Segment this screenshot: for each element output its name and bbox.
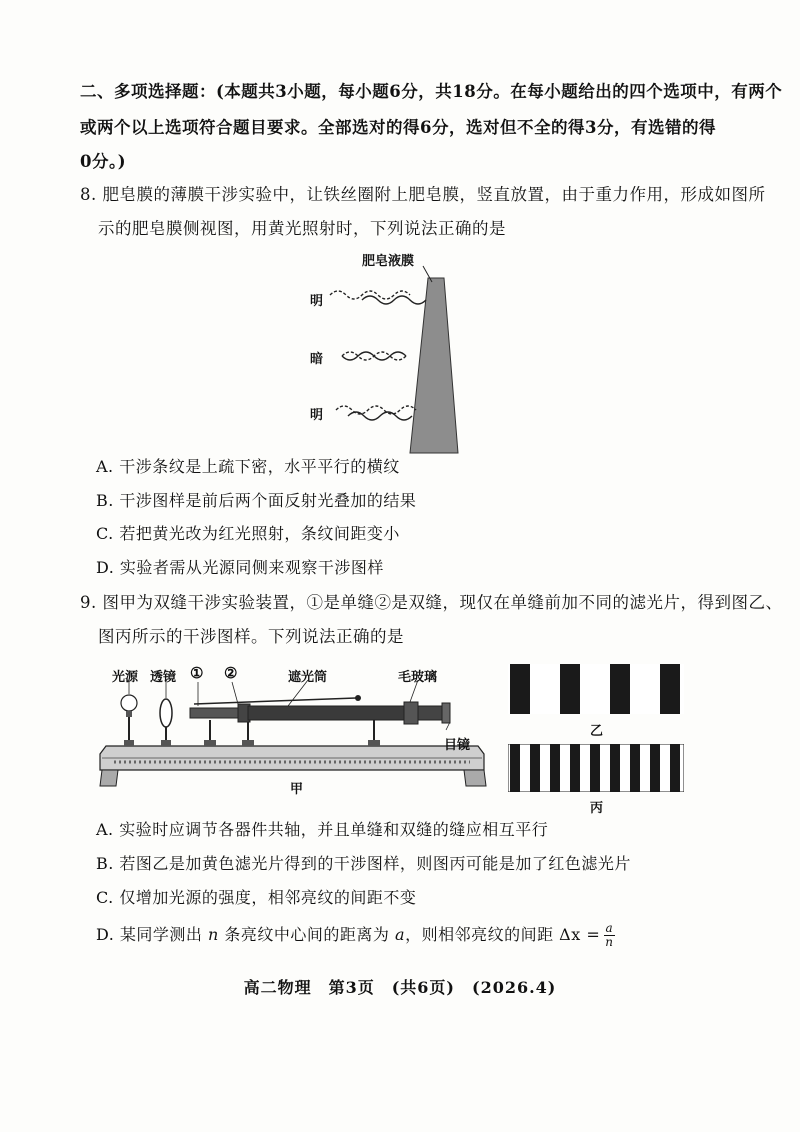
section-header-line3: 0分。) xyxy=(80,152,127,171)
var-a: a xyxy=(395,925,406,944)
dark-label: 暗 xyxy=(310,352,324,367)
double-slit-label: ② xyxy=(224,664,238,682)
light-source-label: 光源 xyxy=(112,670,139,685)
light-shield-tube xyxy=(248,706,408,720)
fraction-numerator: a xyxy=(605,921,614,935)
bench-leg-right xyxy=(464,770,486,786)
q9-option-d xyxy=(96,922,615,949)
light-bulb xyxy=(121,695,137,711)
eyepiece xyxy=(442,703,450,723)
film-label: 肥皂液膜 xyxy=(362,254,415,269)
bright-label-1: 明 xyxy=(310,294,324,309)
bench-leg-left xyxy=(100,770,118,786)
wave-bright2-solid xyxy=(348,412,412,420)
screen-holder xyxy=(404,702,418,724)
var-n: n xyxy=(208,925,219,944)
eyepiece-label: 目镜 xyxy=(444,738,471,753)
section-header-line2: 或两个以上选项符合题目要求。全部选对的得6分，选对但不全的得3分，有选错的得 xyxy=(80,118,716,137)
screen-label: 毛玻璃 xyxy=(398,670,438,685)
tube-label: 遮光筒 xyxy=(288,670,328,685)
q9-stem-line1: 9. 图甲为双缝干涉实验装置，①是单缝②是双缝，现仅在单缝前加不同的滤光片，得到图乙、 xyxy=(80,593,783,612)
figure-jia-label: 甲 xyxy=(290,782,304,797)
pattern-bing xyxy=(508,744,684,792)
q9-option-d-prefix: D. 某同学测出 xyxy=(96,925,209,944)
fraction-a-over-n xyxy=(603,922,615,949)
q8-stem-line1: 8. 肥皂膜的薄膜干涉实验中，让铁丝圈附上肥皂膜，竖直放置，由于重力作用，形成如图所 xyxy=(80,185,766,204)
q9-option-d-mid: 条亮纹中心间的距离为 xyxy=(218,925,396,944)
q9-option-b: B. 若图乙是加黄色滤光片得到的干涉图样，则图丙可能是加了红色滤光片 xyxy=(96,854,631,873)
pattern-yi-fringes xyxy=(508,664,684,714)
q8-option-a: A. 干涉条纹是上疏下密，水平平行的横纹 xyxy=(96,457,400,476)
q9-option-a: A. 实验时应调节各器件共轴，并且单缝和双缝的缝应相互平行 xyxy=(96,820,549,839)
single-slit-label: ① xyxy=(190,664,204,682)
fraction-denominator: n xyxy=(605,935,614,949)
double-slit-apparatus-figure xyxy=(98,658,490,818)
q9-stem-line2: 图丙所示的干涉图样。下列说法正确的是 xyxy=(98,627,404,646)
section-header-line1: 二、多项选择题：(本题共3小题，每小题6分，共18分。在每小题给出的四个选项中，有两个 xyxy=(80,82,783,101)
lens xyxy=(160,699,172,727)
pattern-yi xyxy=(508,664,684,714)
page-footer: 高二物理 第3页 (共6页) (2026.4) xyxy=(243,978,557,997)
q8-option-d: D. 实验者需从光源同侧来观察干涉图样 xyxy=(96,558,384,577)
q8-option-b: B. 干涉图样是前后两个面反射光叠加的结果 xyxy=(96,491,417,510)
soap-film-figure xyxy=(300,248,500,458)
q9-option-c: C. 仅增加光源的强度，相邻亮纹的间距不变 xyxy=(96,888,417,907)
q9-option-d-suffix: ，则相邻亮纹的间距 Δx = xyxy=(405,925,601,944)
wave-dark-solid xyxy=(342,352,406,360)
wave-bright1-solid xyxy=(362,296,426,304)
pattern-bing-fringes xyxy=(508,744,684,792)
q8-option-c: C. 若把黄光改为红光照射，条纹间距变小 xyxy=(96,524,400,543)
lens-label: 透镜 xyxy=(150,670,177,685)
bright-label-2: 明 xyxy=(310,408,324,423)
soap-film-diagram xyxy=(300,248,500,458)
figure-yi-label: 乙 xyxy=(590,724,604,739)
wave-bright2-dashed xyxy=(336,406,416,414)
q8-stem-line2: 示的肥皂膜侧视图，用黄光照射时，下列说法正确的是 xyxy=(98,219,506,238)
figure-bing-label: 丙 xyxy=(590,801,604,816)
